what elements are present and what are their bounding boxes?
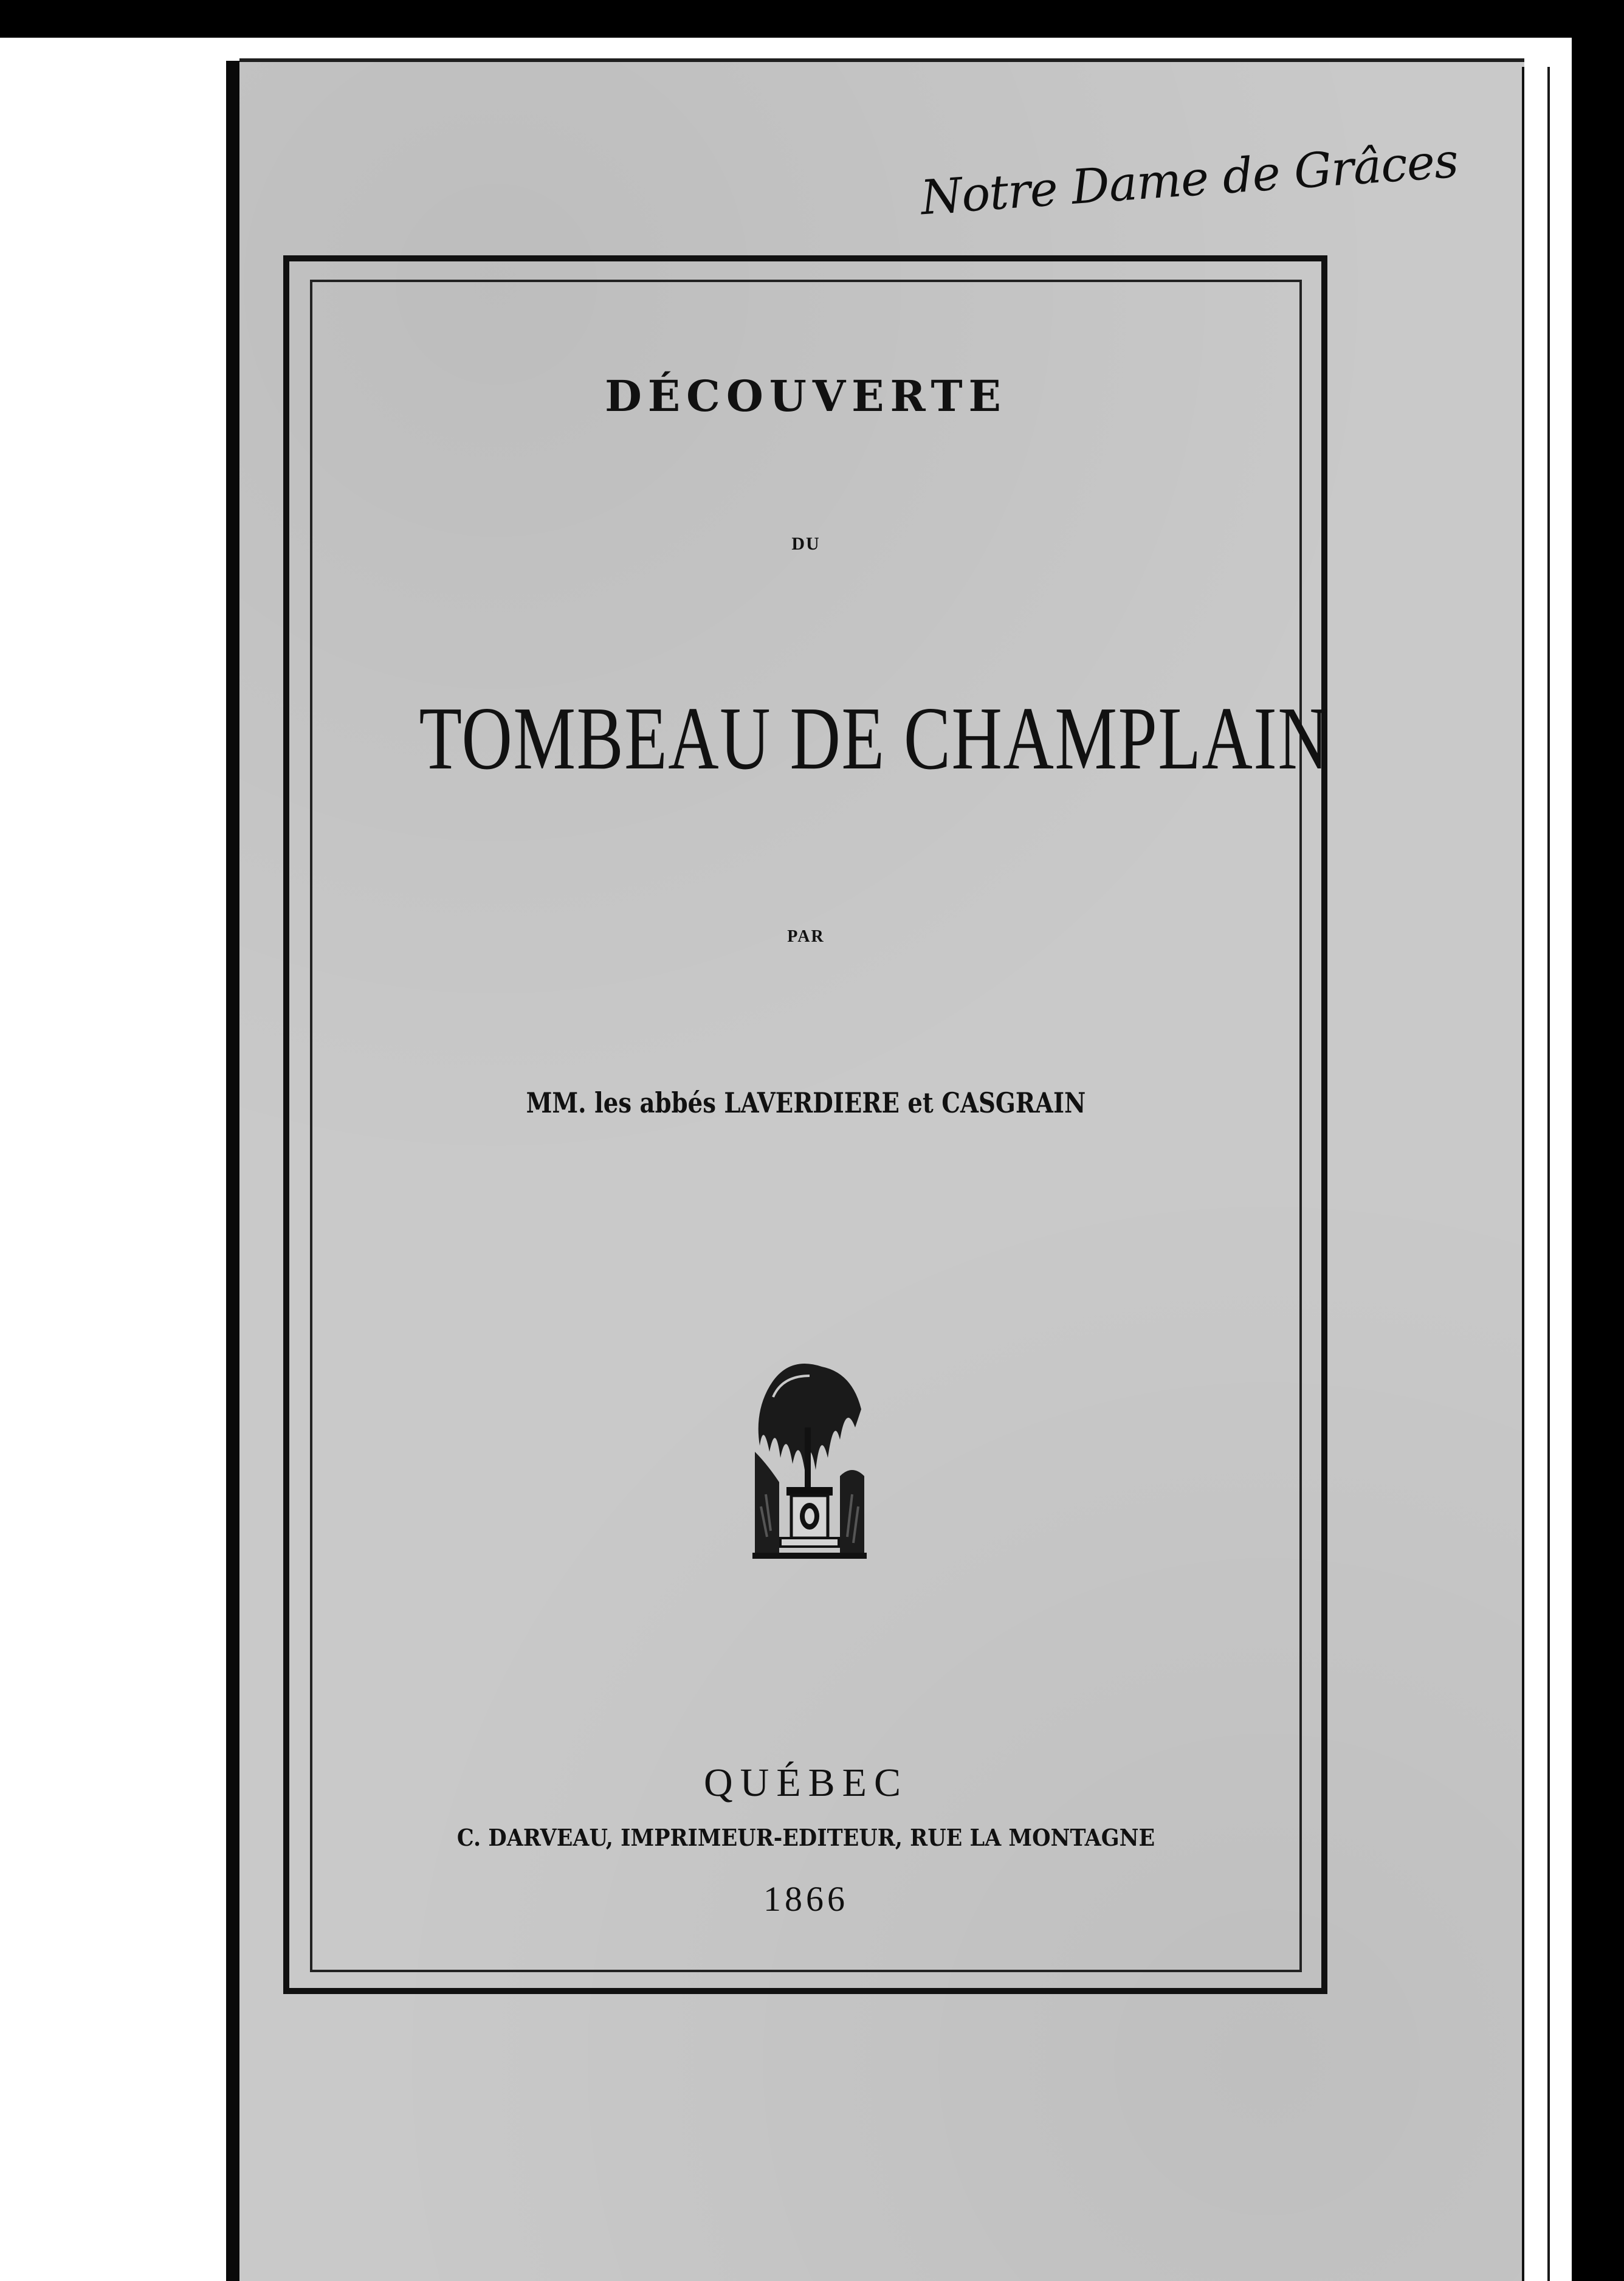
imprint-city: QUÉBEC <box>704 1761 908 1805</box>
connector-par: PAR <box>787 927 825 946</box>
title-top: DÉCOUVERTE <box>605 371 1007 421</box>
imprint-printer: C. DARVEAU, IMPRIMEUR-EDITEUR, RUE LA MONTAGNE <box>456 1824 1155 1851</box>
scan-border-right <box>1572 0 1624 2281</box>
scan-border-top <box>0 0 1624 38</box>
imprint-year: 1866 <box>763 1879 848 1919</box>
handwritten-inscription: Notre Dame de Grâces <box>918 133 1460 226</box>
spine-shadow <box>226 61 239 2281</box>
main-title: TOMBEAU DE CHAMPLAIN <box>419 689 1330 789</box>
connector-du: DU <box>791 534 821 554</box>
right-page-edges <box>1522 67 1574 2281</box>
left-blank-leaf <box>0 38 226 2281</box>
tomb-with-weeping-willow-icon <box>749 1354 870 1566</box>
authors: MM. les abbés LAVERDIERE et CASGRAIN <box>526 1086 1086 1119</box>
